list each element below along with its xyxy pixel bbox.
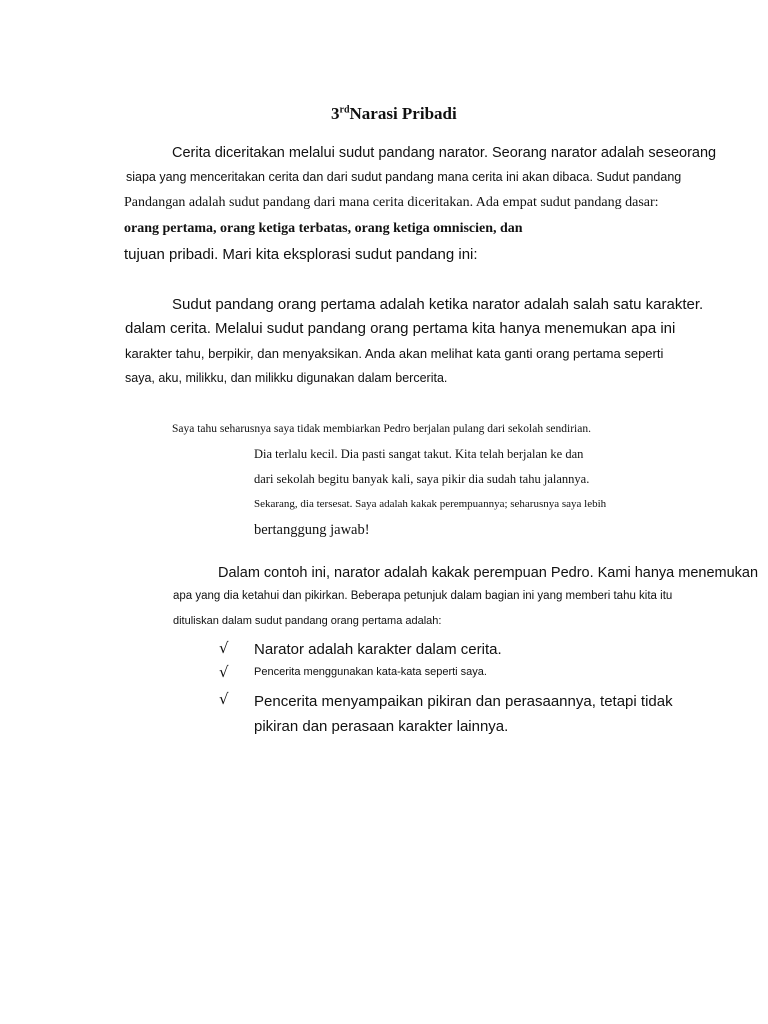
example-line-2: Dia terlalu kecil. Dia pasti sangat takut. Kita telah berjalan ke dan [254, 447, 584, 461]
check-mark-icon: √ [219, 639, 229, 657]
checklist-item-text: Pencerita menggunakan kata-kata seperti saya. [254, 666, 487, 678]
paragraph-3-line-3: dituliskan dalam sudut pandang orang pertama adalah: [173, 615, 442, 627]
check-mark-icon: √ [219, 690, 229, 708]
paragraph-1-line-3: Pandangan adalah sudut pandang dari mana cerita diceritakan. Ada empat sudut pandang dasar: [124, 195, 659, 210]
example-line-5: bertanggung jawab! [254, 522, 370, 538]
paragraph-1-line-4: orang pertama, orang ketiga terbatas, orang ketiga omniscien, dan [124, 221, 523, 236]
paragraph-3-line-2: apa yang dia ketahui dan pikirkan. Beberapa petunjuk dalam bagian ini yang memberi tahu kita itu [173, 590, 673, 602]
example-line-1: Saya tahu seharusnya saya tidak membiarkan Pedro berjalan pulang dari sekolah sendirian. [172, 423, 591, 435]
checklist-item-text: Pencerita menyampaikan pikiran dan perasaannya, tetapi tidak [254, 693, 673, 710]
paragraph-1-line-2: siapa yang menceritakan cerita dan dari sudut pandang mana cerita ini akan dibaca. Sudut pandang [126, 170, 682, 184]
page-title [331, 105, 457, 122]
paragraph-2-line-3: karakter tahu, berpikir, dan menyaksikan. Anda akan melihat kata ganti orang pertama seperti [125, 346, 664, 361]
paragraph-2-line-2: dalam cerita. Melalui sudut pandang orang pertama kita hanya menemukan apa ini [125, 320, 676, 337]
example-line-4: Sekarang, dia tersesat. Saya adalah kakak perempuannya; seharusnya saya lebih [254, 498, 607, 510]
paragraph-1-line-1: Cerita diceritakan melalui sudut pandang narator. Seorang narator adalah seseorang [172, 145, 717, 161]
title-text: Narasi Pribadi [349, 104, 457, 123]
example-line-3: dari sekolah begitu banyak kali, saya pikir dia sudah tahu jalannya. [254, 472, 590, 486]
checklist-item-text-continued: pikiran dan perasaan karakter lainnya. [254, 718, 509, 735]
checklist-item-text: Narator adalah karakter dalam cerita. [254, 641, 502, 658]
paragraph-2-line-1: Sudut pandang orang pertama adalah ketika narator adalah salah satu karakter. [172, 296, 704, 313]
title-superscript: rd [339, 104, 350, 116]
check-mark-icon: √ [219, 663, 229, 681]
paragraph-1-line-5: tujuan pribadi. Mari kita eksplorasi sudut pandang ini: [124, 246, 478, 263]
paragraph-2-line-4: saya, aku, milikku, dan milikku digunakan dalam bercerita. [125, 371, 448, 385]
title-number: 3 [331, 104, 340, 123]
paragraph-3-line-1: Dalam contoh ini, narator adalah kakak perempuan Pedro. Kami hanya menemukan [218, 565, 759, 581]
